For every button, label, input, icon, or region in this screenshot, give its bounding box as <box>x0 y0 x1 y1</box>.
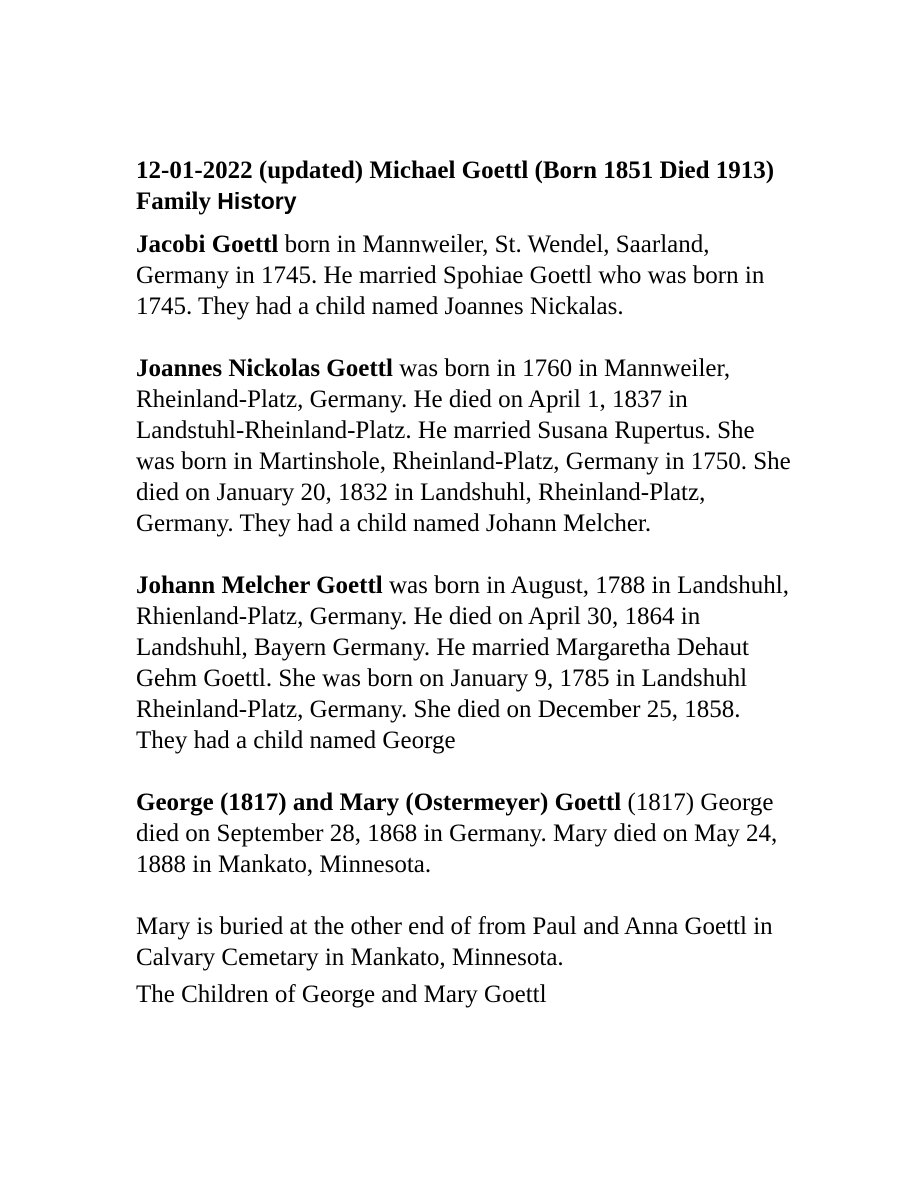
paragraph-text: was born in 1760 in Mannweiler, Rheinland-Platz, Germany. He died on April 1, 1837 in Landstuhl-Rheinland-Platz. He married Susana Rupertus. She was born in Martinshole, Rheinland-Platz, Germany in 1750. She died on January 20, 1832 in Landshuhl, Rheinland-Platz, Germany. They had a child named Johann Melcher. <box>136 355 791 537</box>
paragraph-george-mary <box>136 787 796 880</box>
document-title <box>136 155 796 217</box>
title-text: 12-01-2022 (updated) Michael Goettl (Born 1851 Died 1913) Family <box>136 157 775 215</box>
paragraph-joannes <box>136 353 796 539</box>
person-name-jacobi: Jacobi Goettl <box>136 231 279 258</box>
document-body <box>136 155 796 1041</box>
person-name-joannes: Joannes Nickolas Goettl <box>136 355 393 382</box>
title-history-word: History <box>217 188 297 214</box>
person-name-johann: Johann Melcher Goettl <box>136 572 383 599</box>
children-heading: The Children of George and Mary Goettl <box>136 981 547 1008</box>
paragraph-burial-note: Mary is buried at the other end of from Paul and Anna Goettl in Calvary Cemetary in Mankato, Minnesota. <box>136 913 773 971</box>
paragraph-jacobi <box>136 229 796 322</box>
paragraph-text: (1817) George died on September 28, 1868 in Germany. Mary died on May 24, 1888 in Mankato, Minnesota. <box>136 789 778 878</box>
paragraph-johann <box>136 570 796 756</box>
paragraph-text: born in Mannweiler, St. Wendel, Saarland, Germany in 1745. He married Spohiae Goettl who was born in 1745. They had a child named Joannes Nickalas. <box>136 231 765 320</box>
paragraph-text: was born in August, 1788 in Landshuhl, Rhienland-Platz, Germany. He died on April 30, 1864 in Landshuhl, Bayern Germany. He married Margaretha Dehaut Gehm Goettl. She was born on January 9, 1785 in Landshuhl Rheinland-Platz, Germany. She died on December 25, 1858. They had a child named George <box>136 572 789 754</box>
person-name-george-mary: George (1817) and Mary (Ostermeyer) Goettl <box>136 789 622 816</box>
